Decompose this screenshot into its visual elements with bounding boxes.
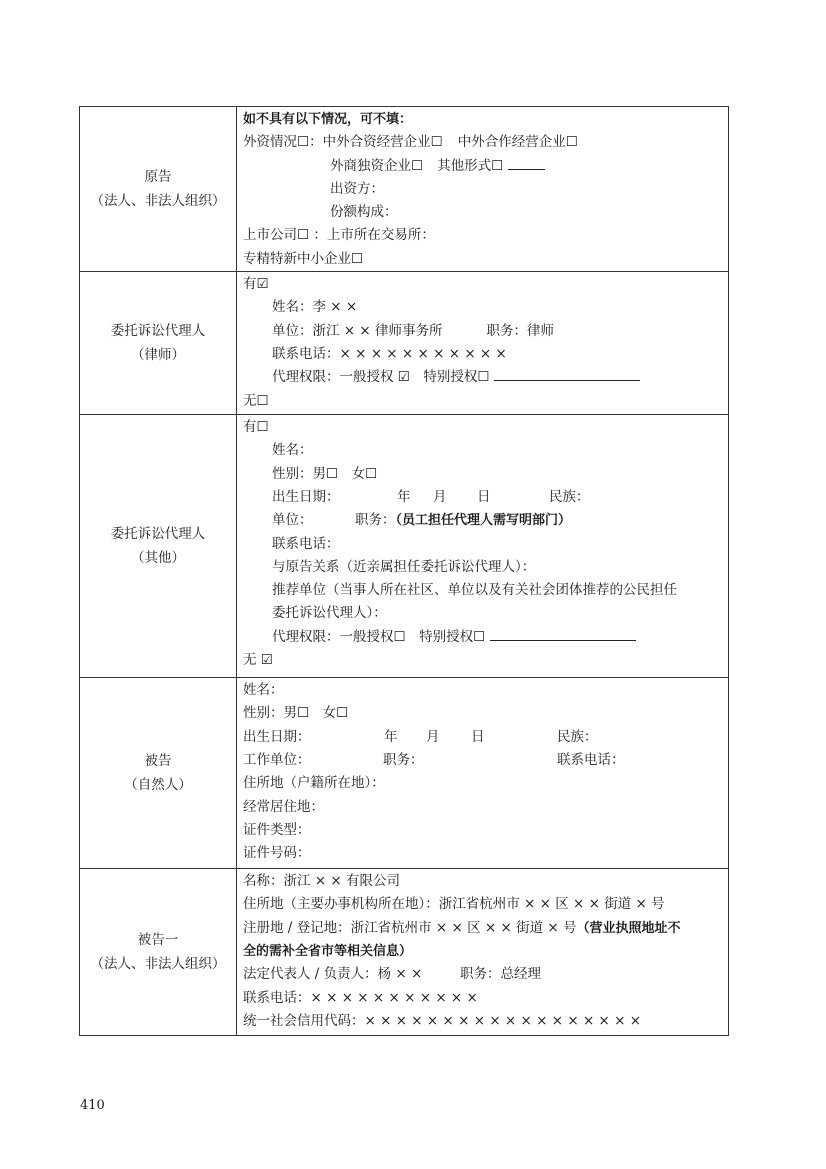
defendant-person-row [80, 678, 729, 869]
agent-other-relation[interactable]: 与原告关系（近亲属担任委托诉讼代理人）： [272, 558, 536, 575]
defendant-org-domicile: 住所地（主要办事机构所在地）：浙江省杭州市 × × 区 × × 街道 × 号 [243, 896, 665, 913]
defendant-person-work-unit[interactable]: 工作单位： [243, 751, 311, 768]
agent-other-content [237, 415, 729, 678]
defendant-person-month: 月 [426, 728, 440, 745]
agent-lawyer-special-blank[interactable] [494, 367, 640, 381]
defendant-person-gender[interactable]: 性别：男☐ 女☐ [243, 705, 349, 722]
foreign-investment-line [243, 131, 723, 154]
defendant-org-content [237, 869, 729, 1036]
investor-line[interactable]: 出资方： [330, 180, 384, 197]
defendant-person-label-type: （自然人） [124, 777, 192, 794]
defendant-org-registered-note-cont: 全的需补全省市等相关信息） [243, 943, 413, 959]
plaintiff-label-type: （法人、非法人组织） [90, 193, 226, 210]
agent-other-year: 年 [397, 488, 411, 505]
agent-lawyer-label-cell [80, 272, 237, 415]
agent-lawyer-none[interactable]: 无☐ [243, 392, 269, 409]
foreign-form-line [243, 155, 723, 178]
agent-lawyer-content [237, 272, 729, 415]
defendant-org-credit-code: 统一社会信用代码：× × × × × × × × × × × × × × × × × × [243, 1012, 642, 1029]
agent-other-birth-line [243, 486, 723, 509]
other-form-checkbox[interactable]: 其他形式☐ [437, 157, 504, 174]
agent-other-label: 委托诉讼代理人 [110, 526, 206, 543]
foreign-investment-checkbox[interactable]: 外资情况☐： [243, 134, 323, 151]
plaintiff-content [237, 107, 729, 272]
plaintiff-row [80, 107, 729, 272]
agent-lawyer-has[interactable]: 有☑ [243, 276, 269, 293]
jv-equity-checkbox[interactable]: 中外合资经营企业☐ [322, 134, 443, 151]
defendant-org-name: 名称：浙江 × × 有限公司 [243, 873, 400, 890]
agent-other-none[interactable]: 无 ☑ [243, 652, 273, 669]
agent-other-gender[interactable]: 性别：男☐ 女☐ [272, 465, 378, 482]
agent-other-recommend-cont[interactable]: 委托诉讼代理人）： [272, 605, 387, 622]
agent-other-label-cell [80, 415, 237, 678]
defendant-person-name[interactable]: 姓名： [243, 682, 284, 699]
agent-other-day: 日 [477, 488, 491, 505]
wfoe-checkbox[interactable]: 外商独资企业☐ [330, 157, 424, 174]
defendant-org-registered-line [243, 917, 723, 940]
defendant-org-label-type: （法人、非法人组织） [90, 956, 226, 973]
defendant-org-rep-position: 职务：总经理 [460, 966, 541, 983]
defendant-person-label-cell [80, 678, 237, 869]
defendant-person-position[interactable]: 职务： [383, 751, 424, 768]
complaint-form-table [79, 106, 729, 1036]
agent-lawyer-label-type: （律师） [131, 347, 185, 364]
jv-coop-checkbox[interactable]: 中外合作经营企业☐ [457, 134, 578, 151]
agent-lawyer-phone: 联系电话：× × × × × × × × × × × [272, 345, 507, 362]
agent-other-authority-options[interactable]: 代理权限：一般授权☐ 特别授权☐ [272, 628, 486, 645]
sme-line[interactable]: 专精特新中小企业☐ [243, 250, 364, 267]
agent-other-position-note: （员工担任代理人需写明部门） [395, 513, 572, 529]
other-form-blank[interactable] [508, 156, 545, 170]
defendant-org-rep: 法定代表人 / 负责人：杨 × × [243, 966, 423, 983]
agent-other-unit-line [243, 509, 723, 532]
defendant-org-registered: 注册地 / 登记地：浙江省杭州市 × × 区 × × 街道 × 号 [243, 919, 577, 936]
agent-lawyer-position: 职务：律师 [486, 322, 554, 339]
agent-lawyer-name: 姓名：李 × × [272, 299, 358, 316]
agent-lawyer-authority-options[interactable]: 代理权限：一般授权 ☑ 特别授权☐ [272, 369, 490, 386]
defendant-org-phone: 联系电话：× × × × × × × × × × × [243, 989, 478, 1006]
defendant-person-birth-line [243, 726, 723, 749]
agent-other-special-blank[interactable] [490, 627, 636, 641]
defendant-org-label-cell [80, 869, 237, 1036]
agent-lawyer-unit: 单位：浙江 × × 律师事务所 [272, 322, 443, 339]
agent-other-birth[interactable]: 出生日期： [272, 488, 340, 505]
defendant-org-registered-note: （营业执照地址不 [576, 920, 681, 936]
defendant-person-label: 被告 [144, 753, 172, 770]
defendant-org-row [80, 869, 729, 1036]
listed-company-line[interactable]: 上市公司☐ ：上市所在交易所： [243, 227, 435, 244]
defendant-person-phone[interactable]: 联系电话： [557, 751, 625, 768]
defendant-person-domicile[interactable]: 住所地（户籍所在地）： [243, 775, 385, 792]
plaintiff-label: 原告 [144, 169, 172, 186]
agent-lawyer-authority [243, 366, 723, 389]
agent-other-has[interactable]: 有☐ [243, 419, 269, 436]
defendant-person-year: 年 [384, 728, 398, 745]
defendant-person-id-no[interactable]: 证件号码： [243, 845, 311, 862]
share-line[interactable]: 份额构成： [330, 204, 398, 221]
defendant-person-residence[interactable]: 经常居住地： [243, 798, 324, 815]
defendant-person-id-type[interactable]: 证件类型： [243, 821, 311, 838]
agent-other-month: 月 [433, 488, 447, 505]
agent-other-ethnic[interactable]: 民族： [549, 488, 590, 505]
defendant-org-label: 被告一 [137, 932, 179, 949]
defendant-person-day: 日 [471, 728, 485, 745]
plaintiff-label-cell [80, 107, 237, 272]
agent-other-name[interactable]: 姓名： [272, 442, 313, 459]
agent-other-phone[interactable]: 联系电话： [272, 535, 340, 552]
agent-other-row [80, 415, 729, 678]
agent-other-unit[interactable]: 单位： [272, 512, 313, 529]
agent-lawyer-label: 委托诉讼代理人 [110, 323, 206, 340]
agent-other-authority [243, 626, 723, 649]
agent-other-recommend: 推荐单位（当事人所在社区、单位以及有关社会团体推荐的公民担任 [272, 582, 677, 599]
defendant-person-content [237, 678, 729, 869]
defendant-org-rep-line [243, 963, 723, 986]
agent-lawyer-unit-line [243, 320, 723, 343]
agent-other-position[interactable]: 职务： [355, 512, 396, 529]
defendant-person-ethnic[interactable]: 民族： [557, 728, 598, 745]
agent-lawyer-row [80, 272, 729, 415]
defendant-person-birth[interactable]: 出生日期： [243, 728, 311, 745]
defendant-person-work-line [243, 749, 723, 772]
agent-other-label-type: （其他） [131, 550, 185, 567]
plaintiff-note: 如不具有以下情况，可不填： [243, 112, 413, 127]
page-number: 410 [80, 1098, 105, 1113]
